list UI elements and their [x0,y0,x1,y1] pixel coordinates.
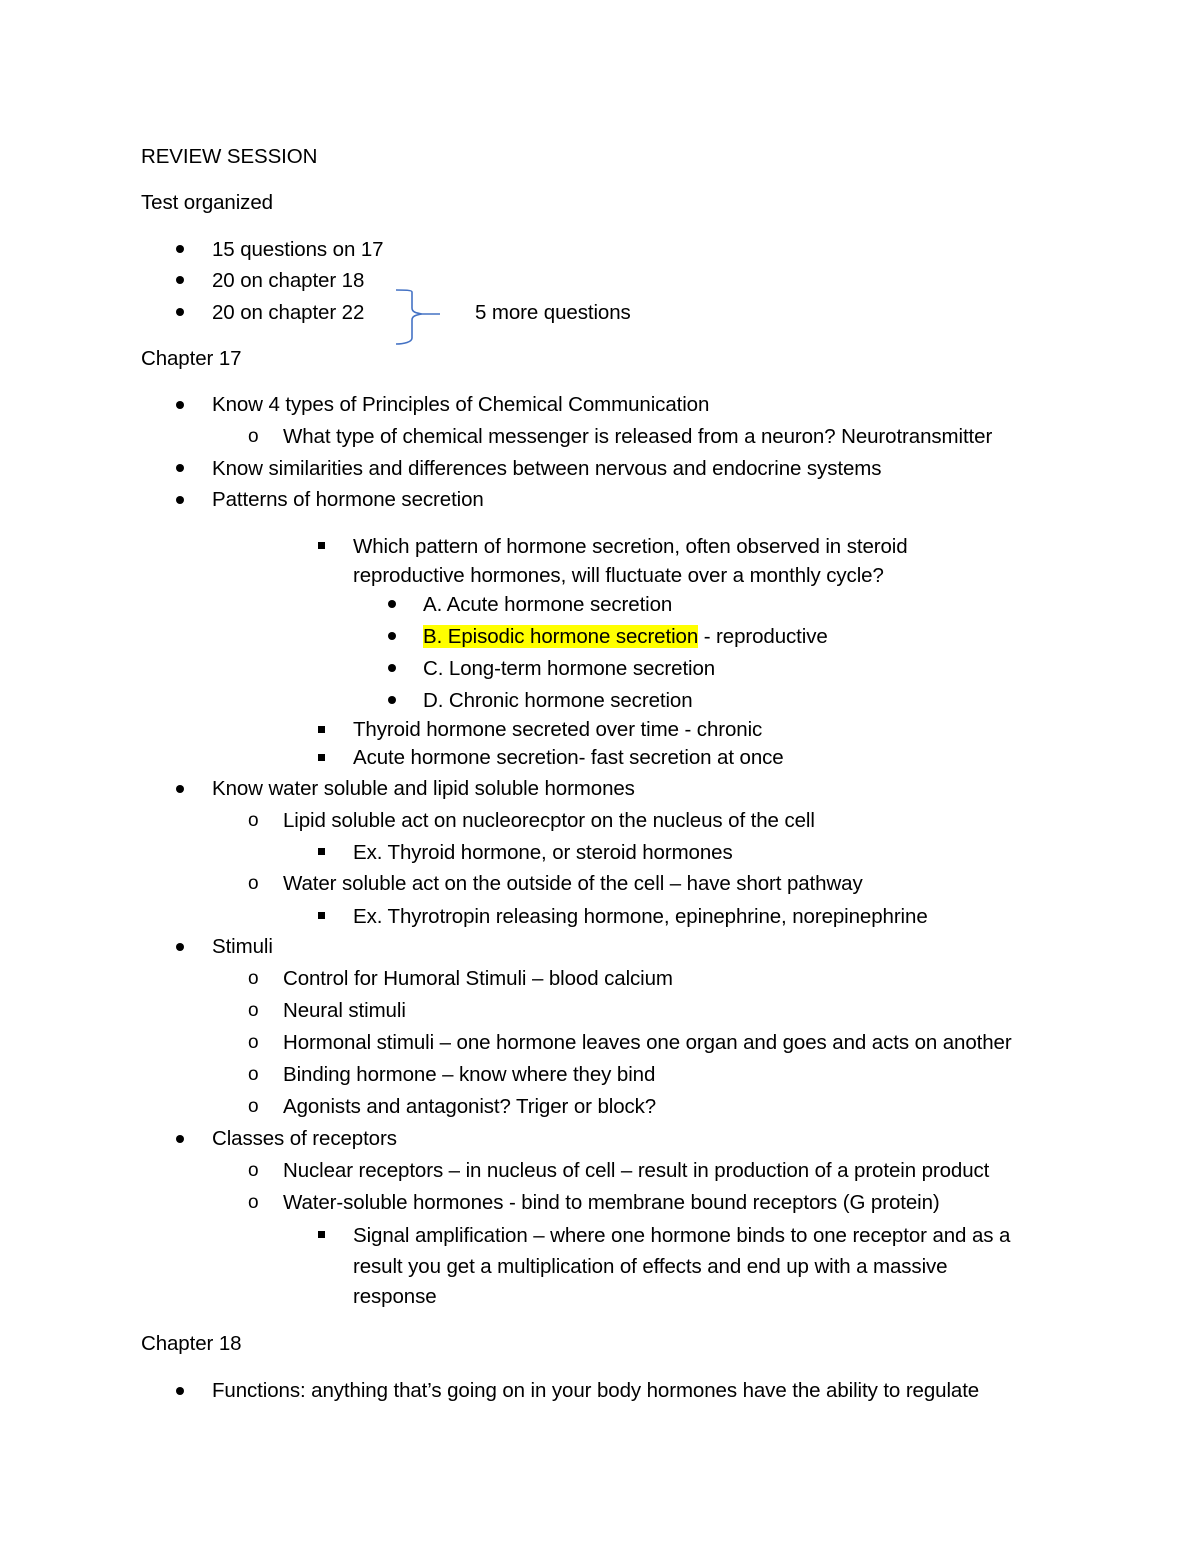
circle-bullet: o [248,1192,259,1213]
question-line: Which pattern of hormone secretion, often observed in steroid [353,535,908,558]
highlighted-answer: B. Episodic hormone secretion [423,625,699,648]
page-title: REVIEW SESSION [141,145,318,168]
list-item: Binding hormone – know where they bind [283,1063,656,1086]
brace-note: 5 more questions [475,301,631,324]
bullet-dot [388,632,396,640]
square-bullet [318,1231,325,1238]
answer-option: A. Acute hormone secretion [423,593,673,616]
list-item: Ex. Thyroid hormone, or steroid hormones [353,841,733,864]
list-item: Functions: anything that’s going on in your body hormones have the ability to regulate [212,1379,980,1402]
list-item-continued: response [353,1285,437,1308]
list-item: 15 questions on 17 [212,238,384,261]
circle-bullet: o [248,1064,259,1085]
list-item: Acute hormone secretion- fast secretion at once [353,746,784,769]
bullet-dot [176,496,184,504]
curly-brace-annotation [390,282,450,352]
list-item: Stimuli [212,935,273,958]
square-bullet [318,754,325,761]
bullet-dot [176,943,184,951]
list-item: 20 on chapter 22 [212,301,365,324]
bullet-dot [176,1135,184,1143]
list-item: Neural stimuli [283,999,406,1022]
answer-note: - reproductive [698,625,828,648]
list-item: 20 on chapter 18 [212,269,365,292]
list-item: Know similarities and differences between nervous and endocrine systems [212,457,882,480]
circle-bullet: o [248,426,259,447]
section-subtitle: Test organized [141,191,273,214]
circle-bullet: o [248,873,259,894]
bullet-dot [176,245,184,253]
list-item: Patterns of hormone secretion [212,488,484,511]
circle-bullet: o [248,968,259,989]
bullet-dot [388,600,396,608]
square-bullet [318,542,325,549]
answer-option [423,625,828,649]
bullet-dot [388,664,396,672]
list-item: Nuclear receptors – in nucleus of cell – result in production of a protein product [283,1159,990,1182]
list-item: Lipid soluble act on nucleorecptor on the nucleus of the cell [283,809,815,832]
circle-bullet: o [248,810,259,831]
list-item: Thyroid hormone secreted over time - chronic [353,718,763,741]
list-item: Water-soluble hormones - bind to membrane bound receptors (G protein) [283,1191,940,1214]
circle-bullet: o [248,1000,259,1021]
list-item: Know water soluble and lipid soluble hormones [212,777,635,800]
list-item: Hormonal stimuli – one hormone leaves one organ and goes and acts on another [283,1031,1012,1054]
square-bullet [318,912,325,919]
question-line: reproductive hormones, will fluctuate over a monthly cycle? [353,564,884,587]
bullet-dot [176,1387,184,1395]
circle-bullet: o [248,1032,259,1053]
list-item: Classes of receptors [212,1127,397,1150]
chapter-heading: Chapter 18 [141,1332,242,1355]
list-item: Ex. Thyrotropin releasing hormone, epinephrine, norepinephrine [353,905,928,928]
circle-bullet: o [248,1160,259,1181]
bullet-dot [176,785,184,793]
square-bullet [318,848,325,855]
list-item: Control for Humoral Stimuli – blood calcium [283,967,673,990]
list-item: Signal amplification – where one hormone binds to one receptor and as a [353,1224,1011,1247]
answer-option: C. Long-term hormone secretion [423,657,716,680]
list-item: What type of chemical messenger is released from a neuron? Neurotransmitter [283,425,993,448]
circle-bullet: o [248,1096,259,1117]
list-item-continued: result you get a multiplication of effects and end up with a massive [353,1255,948,1278]
answer-option: D. Chronic hormone secretion [423,689,693,712]
bullet-dot [176,464,184,472]
bullet-dot [388,696,396,704]
chapter-heading: Chapter 17 [141,347,242,370]
list-item: Know 4 types of Principles of Chemical Communication [212,393,710,416]
list-item: Agonists and antagonist? Triger or block? [283,1095,657,1118]
bullet-dot [176,308,184,316]
square-bullet [318,726,325,733]
bullet-dot [176,401,184,409]
bullet-dot [176,276,184,284]
list-item: Water soluble act on the outside of the cell – have short pathway [283,872,863,895]
